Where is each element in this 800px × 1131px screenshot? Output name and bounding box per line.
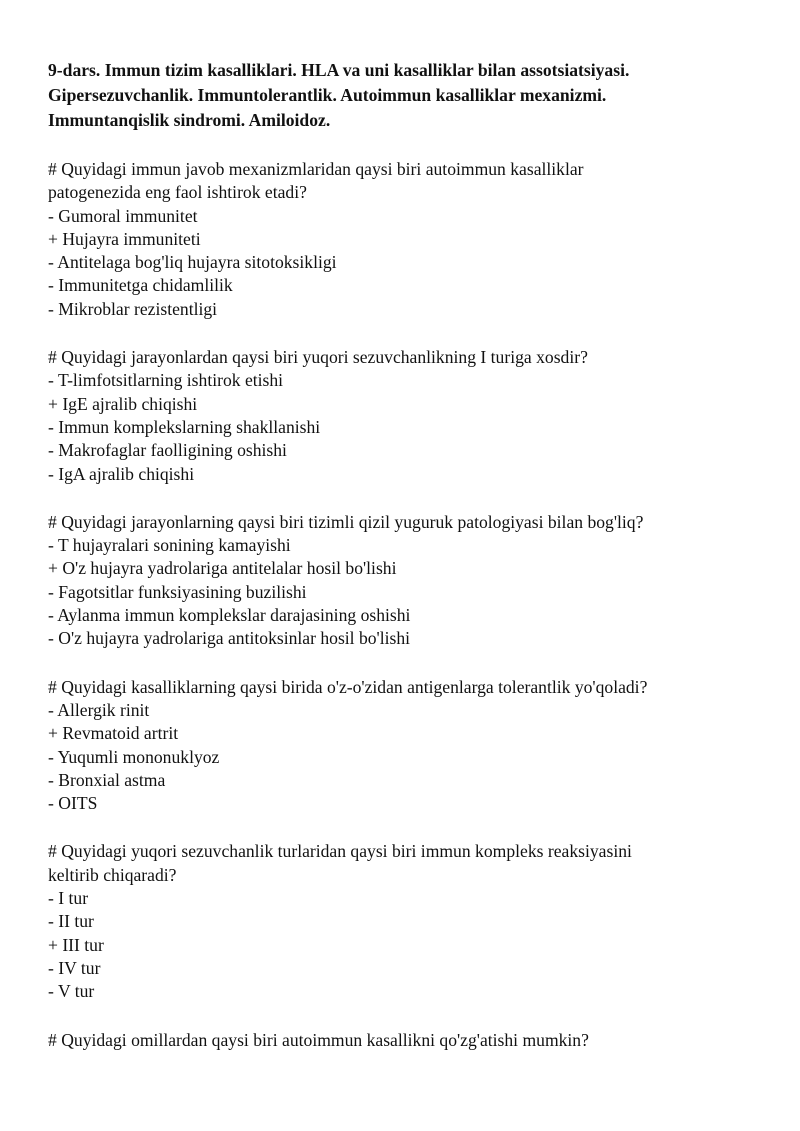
question-line: keltirib chiqaradi? [48, 864, 177, 885]
answer-option: - V tur [48, 981, 95, 1002]
answer-option: - Mikroblar rezistentligi [48, 298, 218, 319]
answer-option: - Yuqumli mononuklyoz [48, 746, 220, 767]
answer-option: - IV tur [48, 957, 101, 978]
answer-option: - Allergik rinit [48, 699, 150, 720]
answer-option: - Immunitetga chidamlilik [48, 275, 233, 296]
answer-options [48, 887, 768, 1003]
question-line: # Quyidagi omillardan qaysi biri autoimmun kasallikni qo'zg'atishi mumkin? [48, 1029, 589, 1050]
question-text [48, 840, 768, 887]
question-line: # Quyidagi kasalliklarning qaysi birida o'z-o'zidan antigenlarga tolerantlik yo'qoladi? [48, 676, 648, 697]
answer-option: - Fagotsitlar funksiyasining buzilishi [48, 581, 307, 602]
question-line: # Quyidagi yuqori sezuvchanlik turlaridan qaysi biri immun kompleks reaksiyasini [48, 841, 632, 862]
question-line: patogenezida eng faol ishtirok etadi? [48, 182, 307, 203]
answer-option: - Aylanma immun komplekslar darajasining oshishi [48, 605, 411, 626]
document-page [48, 58, 768, 1052]
question-block-6 [48, 1029, 768, 1052]
answer-option-correct: + IgE ajralib chiqishi [48, 393, 198, 414]
question-text [48, 676, 768, 699]
question-block-4 [48, 676, 768, 816]
answer-option: - Makrofaglar faolligining oshishi [48, 440, 287, 461]
question-text [48, 1029, 768, 1052]
answer-option-correct: + Revmatoid artrit [48, 723, 179, 744]
question-block-1 [48, 158, 768, 321]
answer-option: - I tur [48, 888, 89, 909]
answer-option: - T-limfotsitlarning ishtirok etishi [48, 370, 284, 391]
answer-option-correct: + Hujayra immuniteti [48, 228, 201, 249]
answer-option: - T hujayralari sonining kamayishi [48, 535, 291, 556]
answer-option: - II tur [48, 911, 94, 932]
question-text [48, 158, 768, 205]
answer-option: - IgA ajralib chiqishi [48, 463, 195, 484]
question-text [48, 346, 768, 369]
answer-option-correct: + III tur [48, 934, 104, 955]
answer-option: - Immun komplekslarning shakllanishi [48, 416, 321, 437]
question-text [48, 511, 768, 534]
question-block-2 [48, 346, 768, 486]
answer-option: - O'z hujayra yadrolariga antitoksinlar hosil bo'lishi [48, 628, 411, 649]
answer-options [48, 534, 768, 650]
answer-options [48, 369, 768, 485]
answer-option-correct: + O'z hujayra yadrolariga antitelalar hosil bo'lishi [48, 558, 397, 579]
answer-options [48, 205, 768, 321]
lesson-title-line: Gipersezuvchanlik. Immuntolerantlik. Autoimmun kasalliklar mexanizmi. [48, 85, 607, 105]
answer-option: - OITS [48, 793, 98, 814]
answer-option: - Gumoral immunitet [48, 205, 198, 226]
lesson-title [48, 58, 768, 133]
answer-option: - Antitelaga bog'liq hujayra sitotoksikligi [48, 252, 337, 273]
answer-option: - Bronxial astma [48, 769, 166, 790]
lesson-title-line: 9-dars. Immun tizim kasalliklari. HLA va uni kasalliklar bilan assotsiatsiyasi. [48, 60, 630, 80]
question-block-3 [48, 511, 768, 651]
question-block-5 [48, 840, 768, 1003]
question-line: # Quyidagi jarayonlardan qaysi biri yuqori sezuvchanlikning I turiga xosdir? [48, 347, 588, 368]
answer-options [48, 699, 768, 815]
question-line: # Quyidagi jarayonlarning qaysi biri tizimli qizil yuguruk patologiyasi bilan bog'liq? [48, 511, 644, 532]
question-line: # Quyidagi immun javob mexanizmlaridan qaysi biri autoimmun kasalliklar [48, 159, 584, 179]
lesson-title-line: Immuntanqislik sindromi. Amiloidoz. [48, 110, 331, 130]
